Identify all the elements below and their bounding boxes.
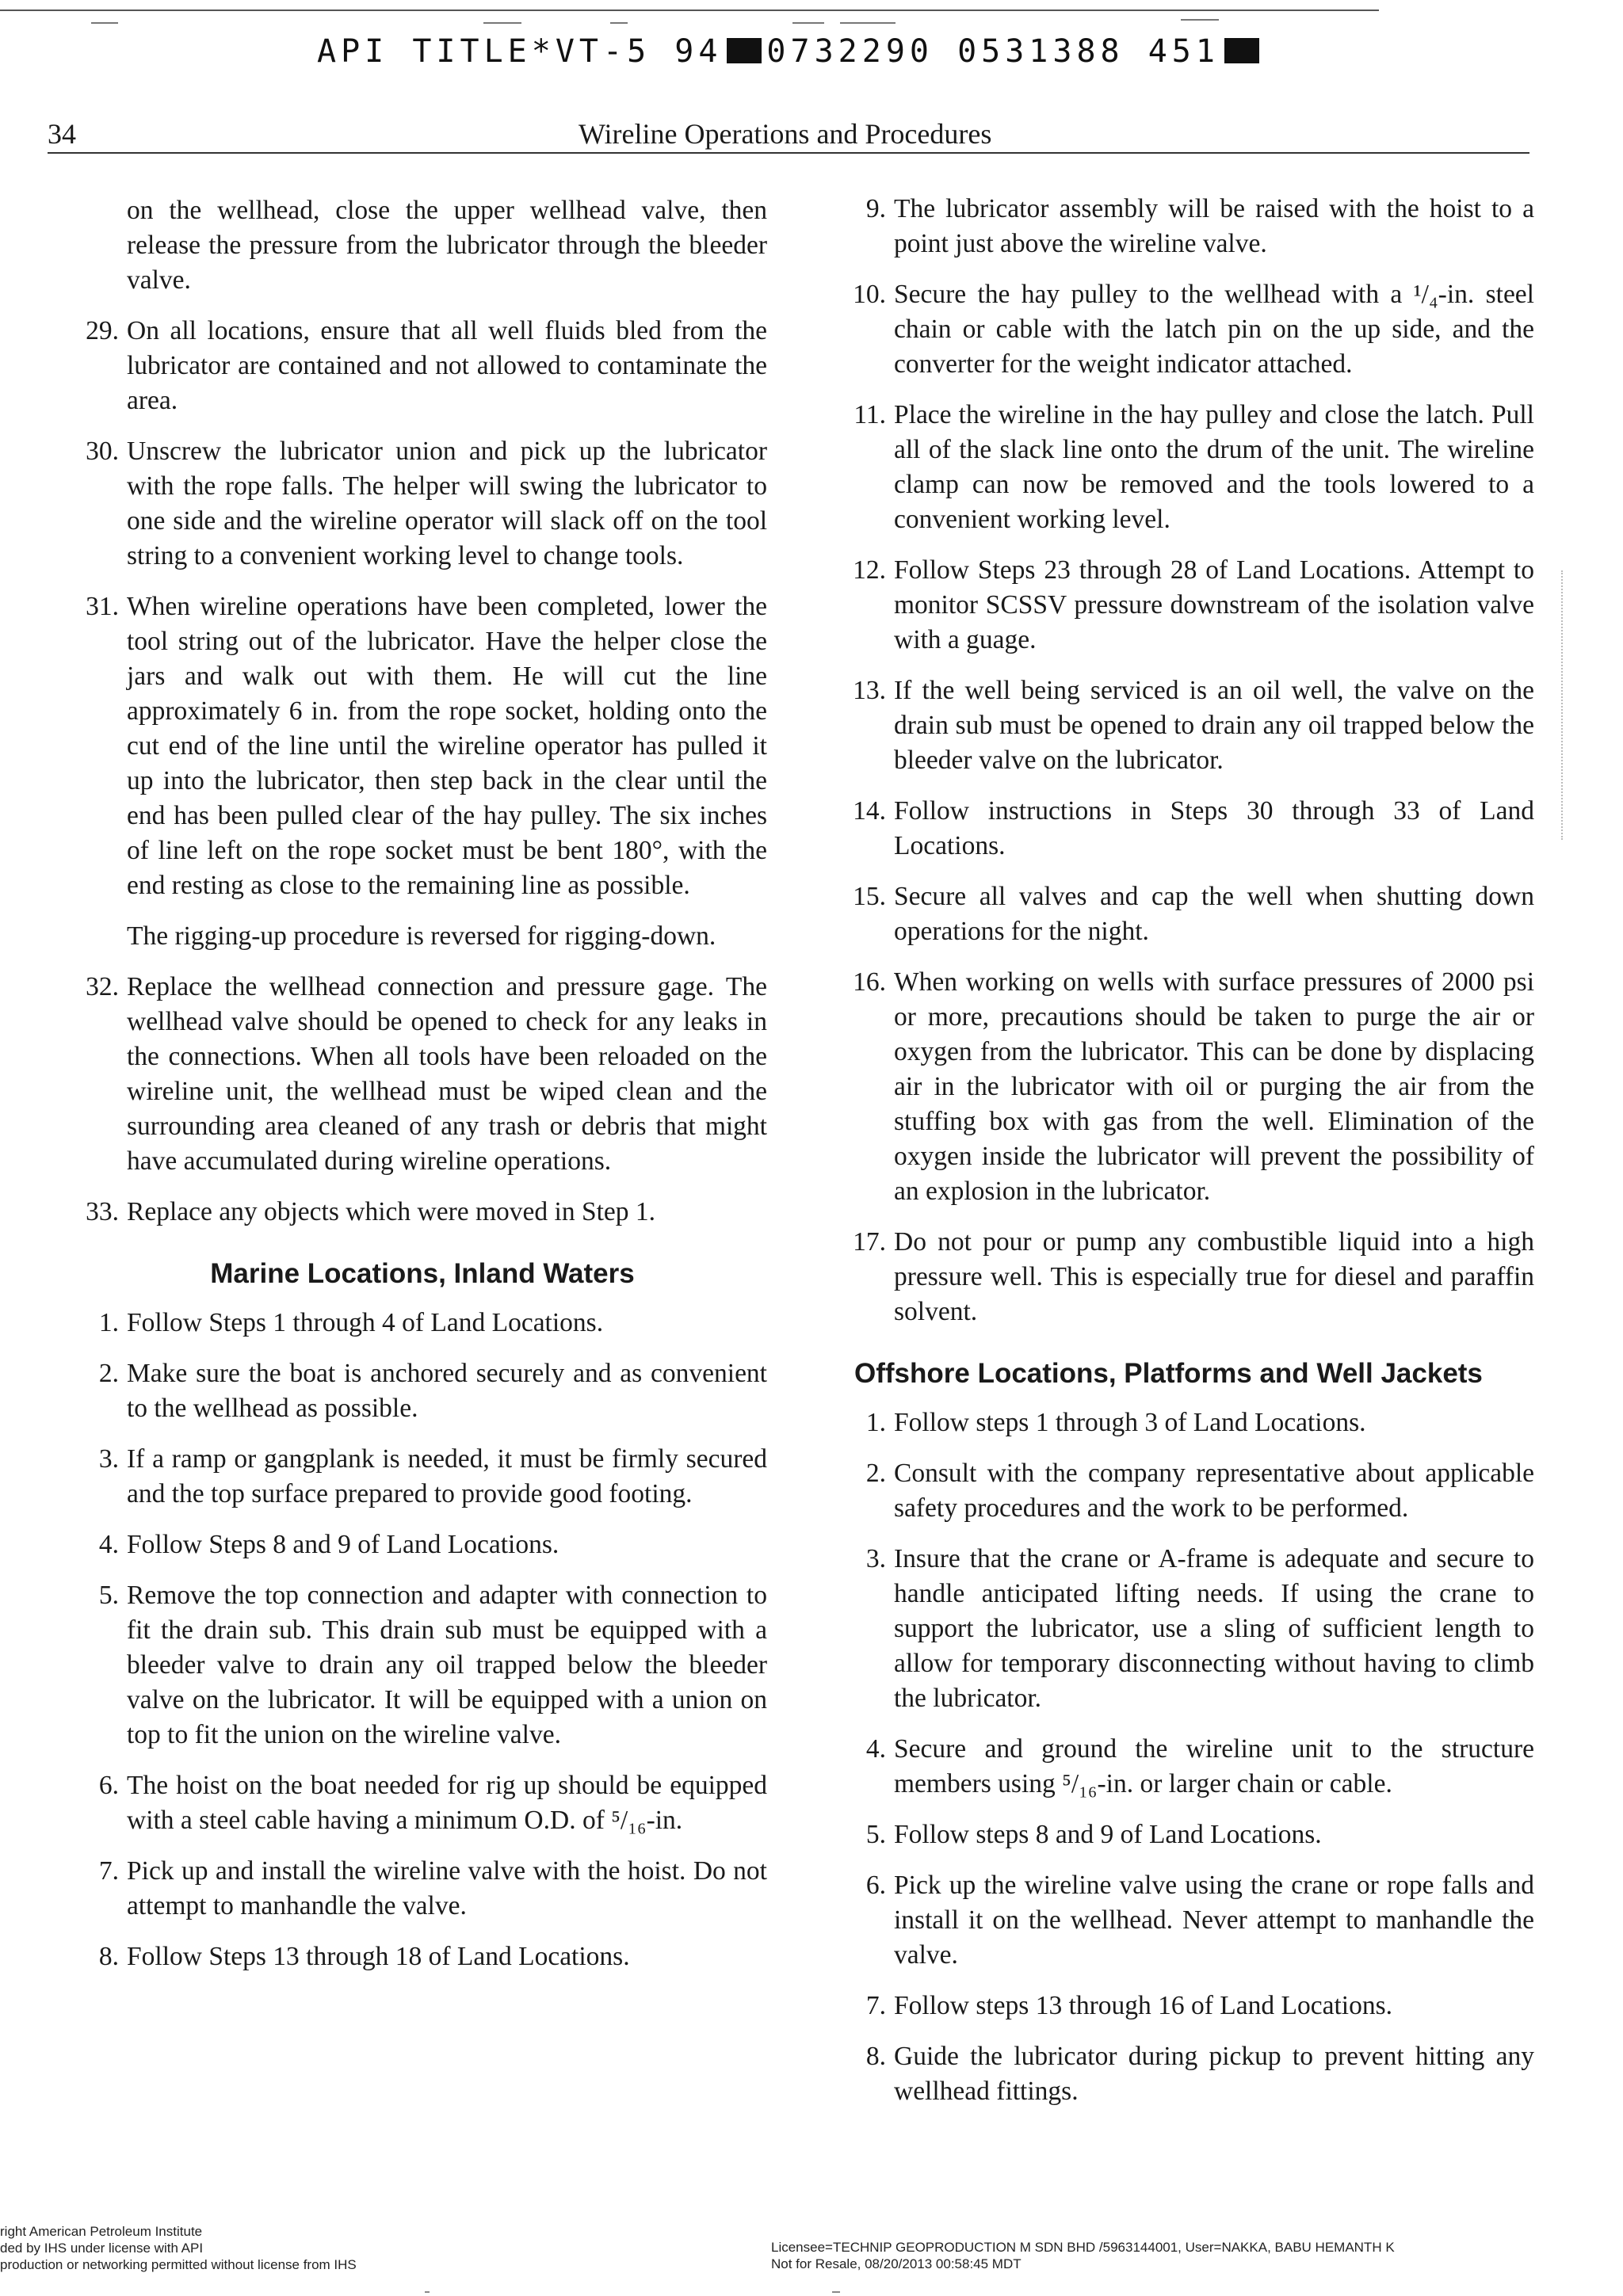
item-text: Place the wireline in the hay pulley and close the latch. Pull all of the slack line onto the drum of the unit. The wireline clamp can now be removed and the tools lowered to a convenient working level. [894, 400, 1534, 534]
list-item [845, 879, 1534, 949]
item-text: Follow steps 1 through 3 of Land Locations. [894, 1408, 1366, 1437]
item-text: Secure the hay pulley to the wellhead with a ¹/₄-in. steel chain or cable with the latch pin on the up side, and the converter for the weight indicator attached. [894, 280, 1534, 379]
list-item [845, 965, 1534, 1209]
list-item [845, 673, 1534, 778]
item-number: 2. [865, 1459, 886, 1488]
item-number: 13. [853, 676, 886, 705]
item-text: Replace any objects which were moved in Step 1. [127, 1197, 656, 1226]
item-number: 11. [854, 400, 886, 429]
list-item [78, 1356, 767, 1426]
item-text: If the well being serviced is an oil well, the valve on the drain sub must be opened to drain any oil trapped below the bleeder valve on the lubricator. [894, 676, 1534, 775]
item-number: 3. [98, 1444, 119, 1474]
list-item [845, 277, 1534, 382]
scan-speck [840, 22, 896, 24]
item-number: 7. [98, 1856, 119, 1886]
list-item [78, 314, 767, 418]
item-text: Make sure the boat is anchored securely and as convenient to the wellhead as possible. [127, 1359, 767, 1423]
item-number: 5. [865, 1820, 886, 1849]
scan-speck [832, 2291, 840, 2293]
scan-margin-dots [1561, 570, 1564, 840]
list-item [845, 1989, 1534, 2023]
list-item [845, 1456, 1534, 1526]
list-item [845, 192, 1534, 261]
list-item [845, 1542, 1534, 1716]
list-item [845, 1405, 1534, 1440]
item-text: Consult with the company representative about applicable safety procedures and the work to be performed. [894, 1459, 1534, 1523]
redaction-block [1224, 38, 1259, 63]
item-number: 5. [98, 1581, 119, 1610]
list-item [78, 1578, 767, 1753]
item-number: 4. [98, 1530, 119, 1559]
list-item [845, 2039, 1534, 2109]
right-column [845, 192, 1534, 2125]
list-item [845, 553, 1534, 658]
footer-line: right American Petroleum Institute [0, 2224, 203, 2239]
item-text: The lubricator assembly will be raised with the hoist to a point just above the wireline valve. [894, 194, 1534, 258]
document-id-line [317, 33, 1264, 70]
item-number: 30. [86, 437, 119, 466]
item-text: Secure and ground the wireline unit to the structure members using ⁵/₁₆-in. or larger chain or cable. [894, 1734, 1534, 1798]
item-text: On all locations, ensure that all well fluids bled from the lubricator are contained and not allowed to contaminate the area. [127, 316, 767, 415]
item-number: 1. [865, 1408, 886, 1437]
list-item [78, 1195, 767, 1230]
item-number: 33. [86, 1197, 119, 1226]
page-number: 34 [48, 118, 76, 150]
footer-line: production or networking permitted without license from IHS [0, 2257, 357, 2272]
list-item [78, 434, 767, 574]
footer-line: Licensee=TECHNIP GEOPRODUCTION M SDN BHD /5963144001, User=NAKKA, BABU HEMANTH K [771, 2240, 1395, 2255]
item-text: When wireline operations have been completed, lower the tool string out of the lubricator. Have the helper close the jars and walk out with them. He will cut the line approximately 6 in. from the rope socket, holding onto the cut end of the line until the wireline operator has pulled it up into the lubricator, then step back in the clear until the end has been pulled clear of the hay pulley. The six inches of line left on the rope socket must be bent 180°, with the end resting as close to the remaining line as possible. [127, 592, 767, 900]
running-title: Wireline Operations and Procedures [579, 118, 992, 150]
left-column [78, 193, 767, 1990]
list-item [845, 1868, 1534, 1973]
item-text: If a ramp or gangplank is needed, it must be firmly secured and the top surface prepared to provide good footing. [127, 1444, 767, 1508]
scan-speck [610, 22, 628, 24]
item-number: 7. [865, 1991, 886, 2020]
item-number: 17. [853, 1227, 886, 1257]
item-text: Do not pour or pump any combustible liquid into a high pressure well. This is especially true for diesel and paraffin solvent. [894, 1227, 1534, 1326]
item-number: 9. [865, 194, 886, 223]
list-item [78, 970, 767, 1179]
item-text: Unscrew the lubricator union and pick up the lubricator with the rope falls. The helper will swing the lubricator to one side and the wireline operator will slack off on the tool string to a convenient working level to change tools. [127, 437, 767, 570]
item-text: Follow instructions in Steps 30 through 33 of Land Locations. [894, 796, 1534, 860]
scan-speck [91, 22, 118, 24]
scan-speck [792, 22, 824, 24]
item-text: When working on wells with surface pressures of 2000 psi or more, precautions should be taken to purge the air or oxygen from the lubricator. This can be done by displacing air in the lubricator with oil or purging the air from the stuffing box with gas from the well. Elimination of the oxygen inside the lubricator will prevent the possibility of an explosion in the lubricator. [894, 967, 1534, 1206]
scan-speck [483, 22, 521, 24]
item-text: Follow Steps 13 through 18 of Land Locations. [127, 1942, 630, 1971]
section-heading-offshore: Offshore Locations, Platforms and Well Jackets [854, 1358, 1483, 1389]
continuation-paragraph: on the wellhead, close the upper wellhead valve, then release the pressure from the lubricator through the bleeder valve. [127, 196, 767, 295]
list-item [78, 589, 767, 903]
footer-line: ded by IHS under license with API [0, 2241, 204, 2256]
list-item [78, 1527, 767, 1562]
item-number: 6. [98, 1771, 119, 1800]
document-id: API TITLE*VT-5 94 [317, 33, 723, 70]
list-item [78, 1442, 767, 1512]
list-item [845, 1732, 1534, 1802]
item-text: The hoist on the boat needed for rig up should be equipped with a steel cable having a minimum O.D. of ⁵/₁₆-in. [127, 1771, 767, 1835]
list-item [845, 794, 1534, 864]
item-number: 14. [853, 796, 886, 826]
item-text: Pick up and install the wireline valve with the hoist. Do not attempt to manhandle the valve. [127, 1856, 767, 1920]
item-number: 31. [86, 592, 119, 621]
list-item [78, 1939, 767, 1974]
item-text: Follow steps 8 and 9 of Land Locations. [894, 1820, 1322, 1849]
list-item [845, 398, 1534, 537]
item-number: 12. [853, 555, 886, 585]
item-number: 6. [865, 1871, 886, 1900]
item-number: 3. [865, 1544, 886, 1573]
item-text: Follow Steps 23 through 28 of Land Locations. Attempt to monitor SCSSV pressure downstream of the isolation valve with a guage. [894, 555, 1534, 654]
item-number: 2. [98, 1359, 119, 1388]
scan-speck [1181, 19, 1219, 21]
rigging-note: The rigging-up procedure is reversed for rigging-down. [127, 921, 716, 951]
item-text: Follow Steps 8 and 9 of Land Locations. [127, 1530, 559, 1559]
item-number: 32. [86, 972, 119, 1001]
section-heading-marine: Marine Locations, Inland Waters [210, 1258, 635, 1289]
item-number: 4. [865, 1734, 886, 1764]
item-number: 8. [98, 1942, 119, 1971]
item-text: Follow steps 13 through 16 of Land Locations. [894, 1991, 1392, 2020]
footer-line: Not for Resale, 08/20/2013 00:58:45 MDT [771, 2256, 1022, 2271]
list-item [78, 1306, 767, 1341]
item-number: 10. [853, 280, 886, 309]
item-text: Follow Steps 1 through 4 of Land Locations. [127, 1308, 604, 1337]
item-text: Pick up the wireline valve using the crane or rope falls and install it on the wellhead. Never attempt to manhandle the valve. [894, 1871, 1534, 1970]
scan-top-rule [0, 10, 1379, 11]
item-number: 29. [86, 316, 119, 345]
document-id-code: 0732290 0531388 451 [766, 33, 1220, 70]
item-text: Secure all valves and cap the well when shutting down operations for the night. [894, 882, 1534, 946]
list-item [845, 1817, 1534, 1852]
item-number: 16. [853, 967, 886, 997]
item-number: 1. [98, 1308, 119, 1337]
footer-license [771, 2239, 1395, 2272]
running-header [48, 117, 1529, 154]
scan-speck [425, 2291, 430, 2293]
item-text: Replace the wellhead connection and pressure gage. The wellhead valve should be opened to check for any leaks in the connections. When all tools have been reloaded on the wireline unit, the wellhead must be wiped clean and the surrounding area cleaned of any trash or debris that might have accumulated during wireline operations. [127, 972, 767, 1176]
redaction-block [727, 38, 762, 63]
list-item [78, 1768, 767, 1838]
item-text: Remove the top connection and adapter with connection to fit the drain sub. This drain sub must be equipped with a bleeder valve to drain any oil trapped below the bleeder valve on the lubricator. It will be equipped with a union on top to fit the union on the wireline valve. [127, 1581, 767, 1749]
item-text: Insure that the crane or A-frame is adequate and secure to handle anticipated lifting needs. If using the crane to support the lubricator, use a sling of sufficient length to allow for temporary disconnecting without having to climb the lubricator. [894, 1544, 1534, 1713]
item-number: 15. [853, 882, 886, 911]
item-number: 8. [865, 2042, 886, 2071]
list-item [845, 1225, 1534, 1329]
list-item [78, 1854, 767, 1924]
item-text: Guide the lubricator during pickup to prevent hitting any wellhead fittings. [894, 2042, 1534, 2106]
footer-copyright [0, 2223, 357, 2273]
